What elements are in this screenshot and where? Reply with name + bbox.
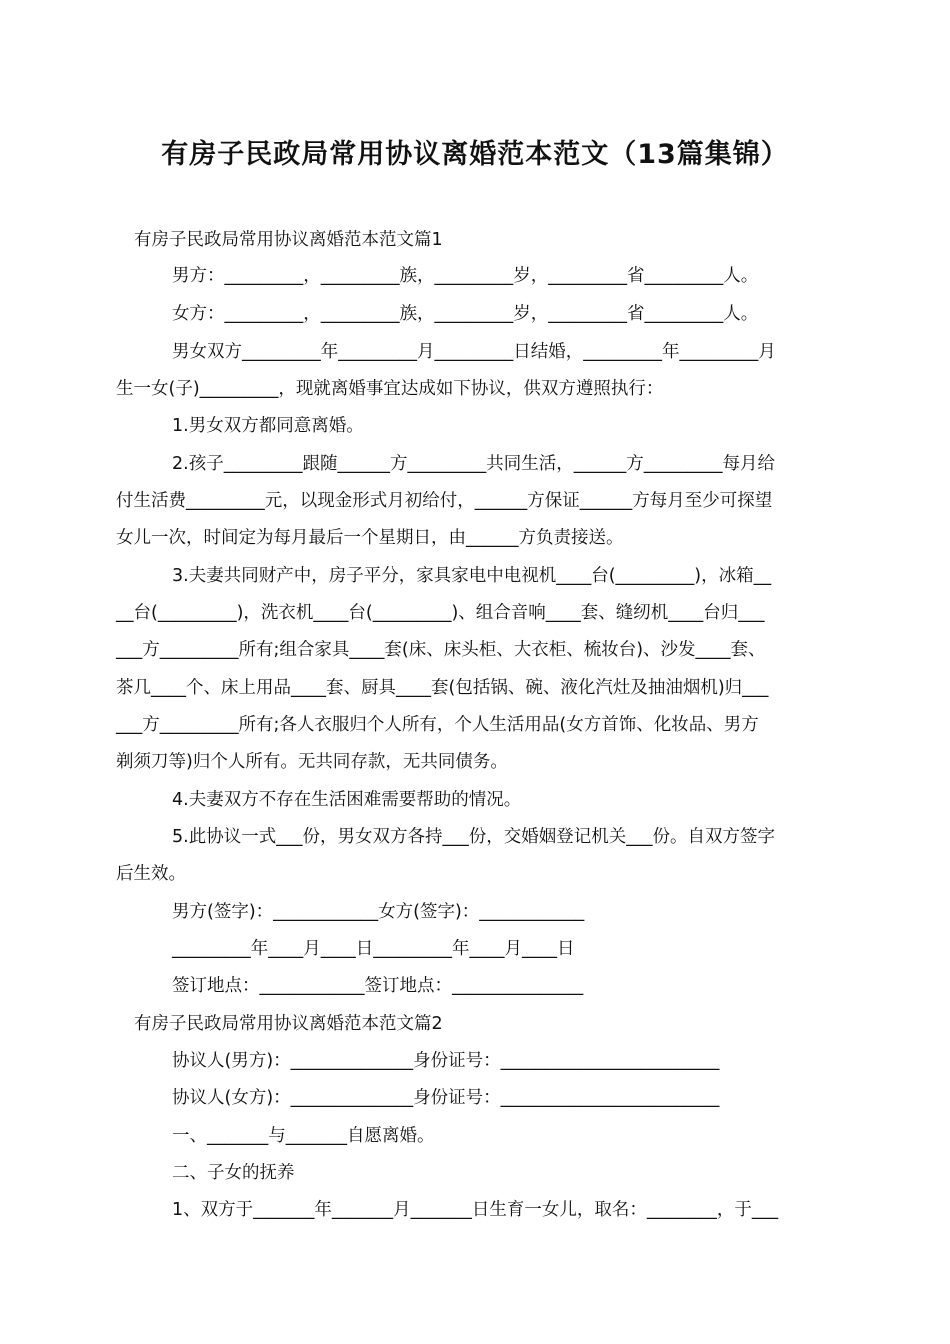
paragraph-line: 1.男女双方都同意离婚。 bbox=[172, 416, 364, 436]
paragraph-line: 5.此协议一式___份，男女双方各持___份，交婚姻登记机关___份。自双方签字 bbox=[172, 827, 775, 847]
paragraph-line: 协议人(男方)：______________身份证号：_________________________ bbox=[172, 1051, 720, 1071]
paragraph-line: 女方：_________，_________族，_________岁，_________省_________人。 bbox=[172, 304, 759, 324]
paragraph-line: 1、双方于_______年_______月_______日生育一女儿，取名：________，于___ bbox=[172, 1200, 779, 1220]
paragraph-line: 剃须刀等)归个人所有。无共同存款，无共同债务。 bbox=[116, 752, 508, 772]
paragraph-line: 茶几____个、床上用品____套、厨具____套(包括锅、碗、液化汽灶及抽油烟机)归___ bbox=[116, 678, 769, 698]
paragraph-line: 女儿一次，时间定为每月最后一个星期日，由______方负责接送。 bbox=[116, 528, 624, 548]
section-heading-1: 有房子民政局常用协议离婚范本范文篇1 bbox=[134, 230, 443, 250]
paragraph-line: 男方：_________，_________族，_________岁，_________省_________人。 bbox=[172, 266, 759, 286]
signature-line: 男方(签字)：____________女方(签字)：____________ bbox=[172, 902, 585, 922]
paragraph-line: 4.夫妻双方不存在生活困难需要帮助的情况。 bbox=[172, 790, 522, 810]
paragraph-line: 男女双方_________年_________月_________日结婚，_________年_________月 bbox=[172, 342, 776, 362]
paragraph-line: 协议人(女方)：______________身份证号：_________________________ bbox=[172, 1088, 720, 1108]
paragraph-line: ___方_________所有;组合家具____套(床、床头柜、大衣柜、梳妆台)、沙发____套、 bbox=[116, 640, 766, 660]
paragraph-line: 后生效。 bbox=[116, 864, 186, 884]
document-title: 有房子民政局常用协议离婚范本范文（13篇集锦） bbox=[161, 139, 789, 170]
paragraph-line: 生一女(子)_________，现就离婚事宜达成如下协议，供双方遵照执行： bbox=[116, 379, 664, 399]
location-line: 签订地点：____________签订地点：_______________ bbox=[172, 976, 584, 996]
paragraph-line: 付生活费_________元，以现金形式月初给付，______方保证______方每月至少可探望 bbox=[116, 491, 773, 511]
paragraph-line: ___方_________所有;各人衣服归个人所有，个人生活用品(女方首饰、化妆品、男方 bbox=[116, 715, 759, 735]
paragraph-line: 一、_______与_______自愿离婚。 bbox=[172, 1126, 435, 1146]
paragraph-line: 3.夫妻共同财产中，房子平分，家具家电中电视机____台(_________)，冰箱__ bbox=[172, 566, 772, 586]
date-line: _________年____月____日_________年____月____日 bbox=[172, 939, 575, 959]
section-heading-2: 有房子民政局常用协议离婚范本范文篇2 bbox=[134, 1014, 443, 1034]
paragraph-line: 二、子女的抚养 bbox=[172, 1163, 295, 1183]
paragraph-line: 2.孩子_________跟随______方_________共同生活，______方_________每月给 bbox=[172, 454, 775, 474]
paragraph-line: __台(_________)，洗衣机____台(_________)、组合音响____套、缝纫机____台归___ bbox=[116, 603, 765, 623]
